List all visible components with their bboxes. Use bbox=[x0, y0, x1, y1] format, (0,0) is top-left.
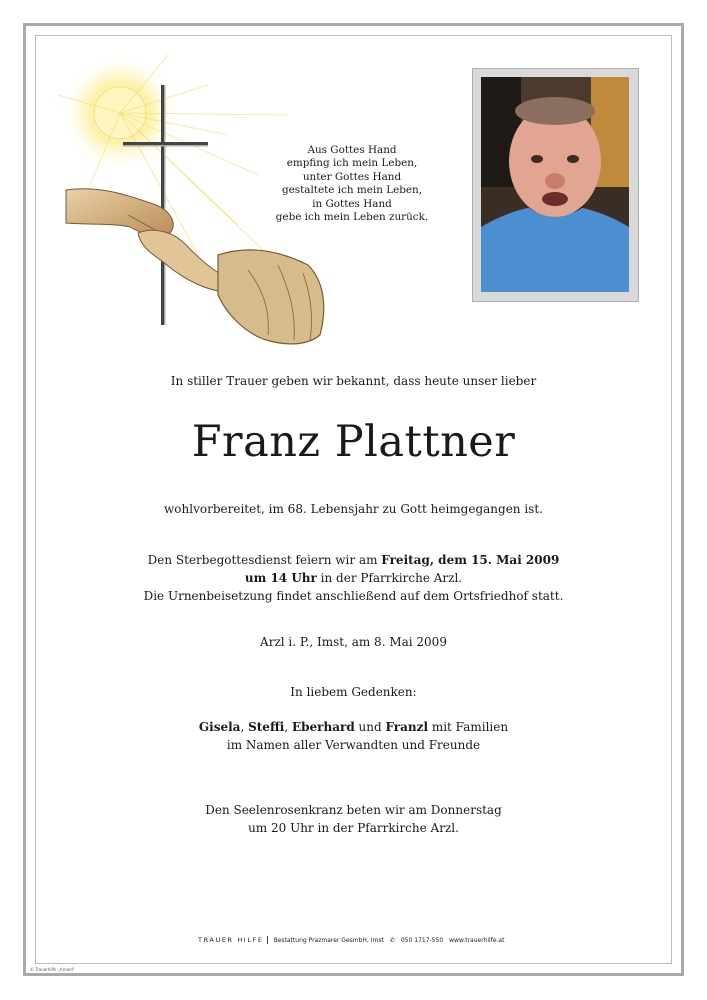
poem-line: in Gottes Hand bbox=[312, 197, 392, 210]
footer bbox=[198, 936, 504, 944]
service-line-3: Die Urnenbeisetzung findet anschließend auf dem Ortsfriedhof statt. bbox=[143, 589, 564, 603]
deceased-name: Franz Plattner bbox=[191, 417, 516, 467]
service-line-2: um 14 Uhr in der Pfarrkirche Arzl. bbox=[244, 571, 463, 585]
website-url: www.trauerhilfe.at bbox=[449, 936, 505, 944]
rosary-line-2: um 20 Uhr in der Pfarrkirche Arzl. bbox=[248, 821, 459, 835]
passing-text: wohlvorbereitet, im 68. Lebensjahr zu Gott heimgegangen ist. bbox=[164, 502, 543, 516]
phone-icon: ✆ bbox=[389, 936, 395, 944]
poem bbox=[262, 144, 442, 224]
portrait-photo bbox=[481, 77, 629, 292]
right-hand bbox=[138, 230, 324, 344]
poem-line: gebe ich mein Leben zurück. bbox=[275, 211, 429, 224]
memory-title: In liebem Gedenken: bbox=[290, 685, 417, 699]
trauerhilfe-logo: TRAUER HILFE bbox=[198, 936, 268, 944]
service-info bbox=[0, 551, 707, 605]
poem-line: empfing ich mein Leben, bbox=[286, 157, 418, 170]
poem-line: gestaltete ich mein Leben, bbox=[281, 184, 423, 197]
copyright: © Trauerhilfe „Arnold" bbox=[30, 967, 75, 972]
mourners bbox=[0, 718, 707, 754]
mourners-line-2: im Namen aller Verwandten und Freunde bbox=[226, 738, 481, 752]
place-date: Arzl i. P., Imst, am 8. Mai 2009 bbox=[260, 635, 447, 649]
rosary-info bbox=[0, 801, 707, 837]
poem-line: Aus Gottes Hand bbox=[307, 144, 397, 156]
rosary-line-1: Den Seelenrosenkranz beten wir am Donnerstag bbox=[205, 803, 502, 817]
mourners-line-1: Gisela, Steffi, Eberhard und Franzl mit Familien bbox=[198, 720, 509, 734]
poem-line: unter Gottes Hand bbox=[302, 170, 402, 183]
service-line-1: Den Sterbegottesdienst feiern wir am Freitag, dem 15. Mai 2009 bbox=[147, 553, 560, 567]
company-name: Bestattung Prazmarer GesmbH, Imst bbox=[273, 936, 384, 944]
intro-text: In stiller Trauer geben wir bekannt, dass heute unser lieber bbox=[170, 374, 537, 388]
phone-number: 050 1717-550 bbox=[400, 936, 444, 944]
